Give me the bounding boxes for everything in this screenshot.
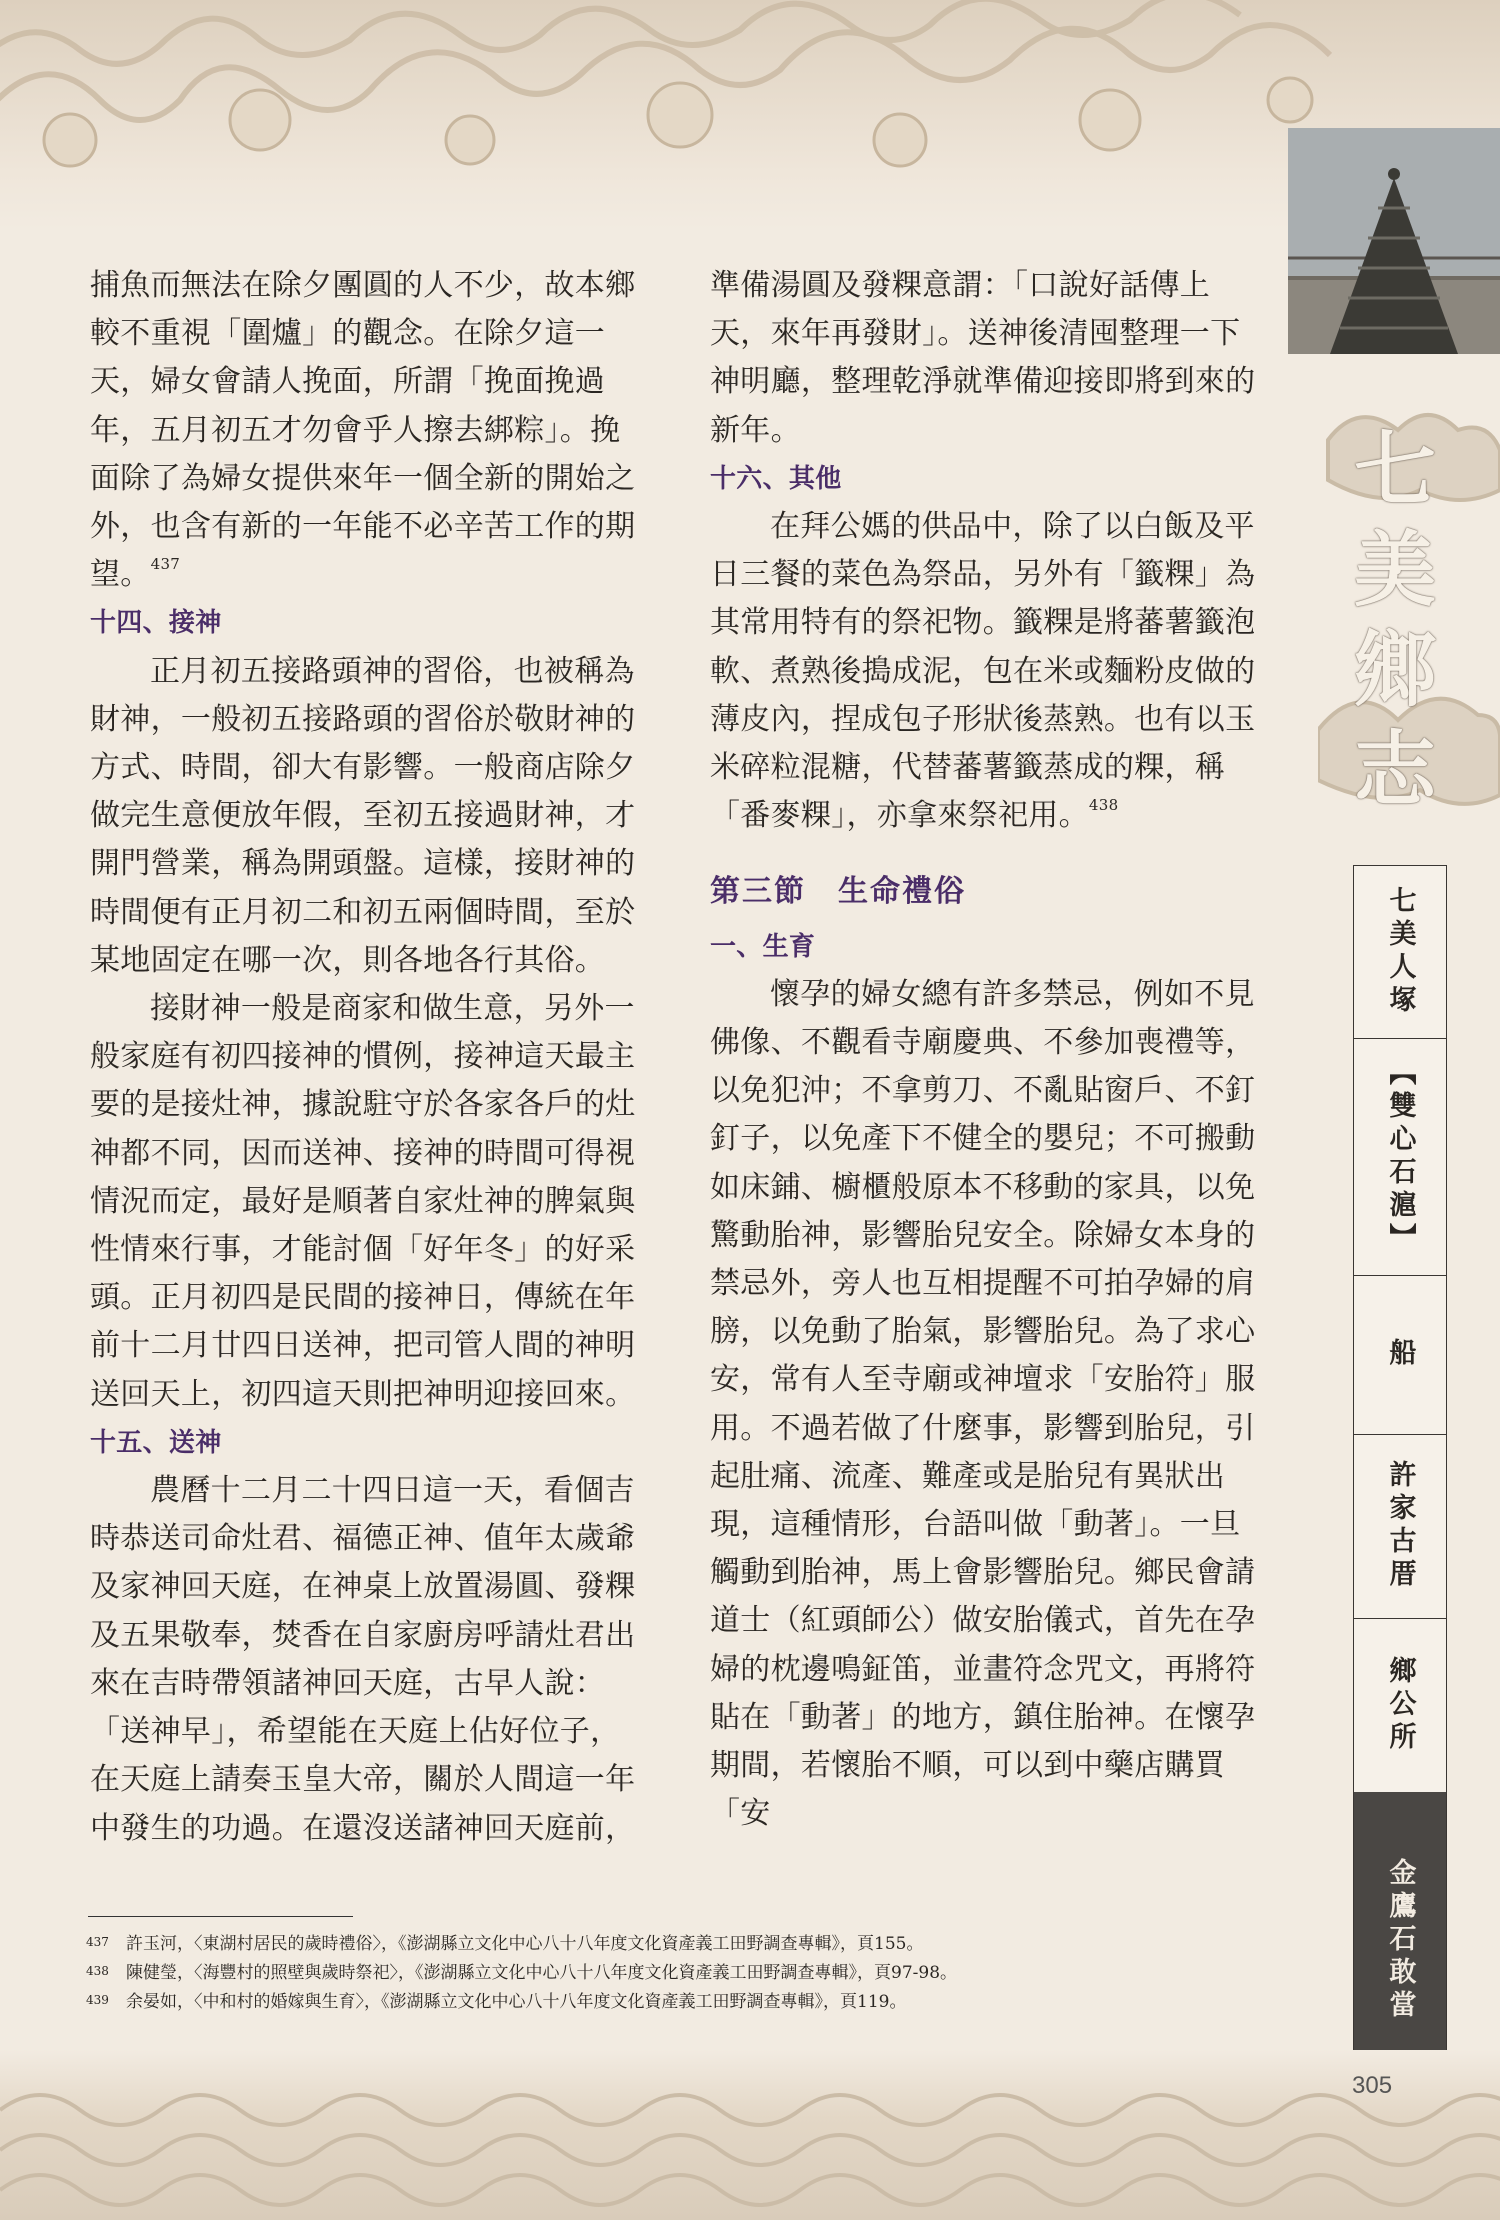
paragraph: 接財神一般是商家和做生意，另外一般家庭有初四接神的慣例，接神這天最主要的是接灶神，據說駐守於各家各戶的灶神都不同，因而送神、接神的時間可得視情況而定，最好是順著自家灶神的脾氣與性情來行事，才能討個「好年冬」的好采頭。正月初四是民間的接神日，傳統在年前十二月廿四日送神，把司管人間的神明送回天上，初四這天則把神明迎接回來。 — [90, 991, 636, 1412]
left-text-column — [90, 262, 645, 1853]
side-tab-golden-eagle-stone[interactable]: 金鷹石敢當 — [1354, 1792, 1446, 2089]
side-tab-hsu-house[interactable]: 許家古厝 — [1354, 1434, 1446, 1619]
footer-wave-decoration — [0, 2050, 1500, 2220]
stone-tower-image-icon — [1288, 128, 1500, 354]
wave-pattern-icon — [0, 2050, 1500, 2220]
footnote-ref[interactable]: 437 — [150, 555, 181, 574]
side-tab-boat[interactable]: 船 — [1354, 1275, 1446, 1435]
footnote-item: 437 許玉河，〈東湖村居民的歲時禮俗〉，《澎湖縣立文化中心八十八年度文化資產義工田野調查專輯》，頁155。 — [86, 1934, 924, 1954]
paragraph: 懷孕的婦女總有許多禁忌，例如不見佛像、不觀看寺廟慶典、不參加喪禮等，以免犯沖；不拿剪刀、不亂貼窗戶、不釘釘子，以免產下不健全的嬰兒；不可搬動如床鋪、櫥櫃般原本不移動的家具，以免驚動胎神，影響胎兒安全。除婦女本身的禁忌外，旁人也互相提醒不可拍孕婦的肩膀，以免動了胎氣，影響胎兒。為了求心安，常有人至寺廟或神壇求「安胎符」服用。不過若做了什麼事，影響到胎兒，引起肚痛、流產、難產或是胎兒有異狀出現，這種情形，台語叫做「動著」。一旦觸動到胎神，馬上會影響胎兒。鄉民會請道士（紅頭師公）做安胎儀式，首先在孕婦的枕邊鳴鉦笛，並畫符念咒文，再將符貼在「動著」的地方，鎮住胎神。在懷孕期間，若懷胎不順，可以到中藥店購買「安 — [710, 976, 1256, 1832]
footnotes — [86, 1930, 1306, 2017]
side-tab-qimei-tomb[interactable]: 七美人塚 — [1354, 866, 1446, 1039]
paragraph: 正月初五接路頭神的習俗，也被稱為財神，一般初五接路頭的習俗於敬財神的方式、時間，卻大有影響。一般商店除夕做完生意便放年假，至初五接過財神，才開門營業，稱為開頭盤。這樣，接財神的時間便有正月初二和初五兩個時間，至於某地固定在哪一次，則各地各行其俗。 — [90, 653, 636, 978]
paragraph: 捕魚而無法在除夕團圓的人不少，故本鄉較不重視「圍爐」的觀念。在除夕這一天，婦女會請人挽面，所謂「挽面挽過年，五月初五才勿會乎人擦去綁粽」。挽面除了為婦女提供來年一個全新的開始之外，也含有新的一年能不必辛苦工作的期望。$^{437}$ — [90, 268, 636, 593]
page-number: 305 — [1352, 2072, 1393, 2099]
footnote-item: 439 余晏如，〈中和村的婚嫁與生育〉，《澎湖縣立文化中心八十八年度文化資產義工田野調查專輯》，頁119。 — [86, 1992, 907, 2012]
section-heading: 十五、送神 — [90, 1427, 222, 1458]
paragraph: 農曆十二月二十四日這一天，看個吉時恭送司命灶君、福德正神、值年太歲爺及家神回天庭，在神桌上放置湯圓、發粿及五果敬奉，焚香在自家廚房呼請灶君出來在吉時帶領諸神回天庭，古早人說：「送神早」，希望能在天庭上佔好位子，在天庭上請奏玉皇大帝，關於人間這一年中發生的功過。在還沒送諸神回天庭前， — [90, 1473, 636, 1846]
paragraph: 在拜公媽的供品中，除了以白飯及平日三餐的菜色為祭品，另外有「籤粿」為其常用特有的祭祀物。籤粿是將蕃薯籤泡軟、煮熟後搗成泥，包在米或麵粉皮做的薄皮內，捏成包子形狀後蒸熟。也有以玉米碎粒混糖，代替蕃薯籤蒸成的粿，稱「番麥粿」，亦拿來祭祀用。$^{438}$ — [710, 509, 1256, 834]
footnote-item: 438 陳健瑩，〈海豐村的照壁與歲時祭祀〉，《澎湖縣立文化中心八十八年度文化資產義工田野調查專輯》，頁97-98。 — [86, 1963, 958, 1983]
stone-tower-photo — [1288, 128, 1500, 354]
side-navigation — [1353, 865, 1447, 2090]
cloud-pattern-icon — [0, 0, 1500, 230]
header-cloud-decoration — [0, 0, 1500, 230]
footnote-ref[interactable]: 438 — [1088, 796, 1119, 815]
paragraph: 準備湯圓及發粿意謂：「口說好話傳上天，來年再發財」。送神後清囤整理一下神明廳，整理乾淨就準備迎接即將到來的新年。 — [710, 268, 1256, 448]
section-heading: 十四、接神 — [90, 608, 222, 639]
side-tab-double-heart-weir[interactable]: 【雙心石滬】 — [1354, 1038, 1446, 1276]
section-heading: 十六、其他 — [710, 463, 842, 494]
chapter-heading: 第三節 生命禮俗 — [710, 874, 966, 910]
section-heading: 一、生育 — [710, 931, 816, 962]
right-text-column — [710, 262, 1265, 1839]
side-tab-township-office[interactable]: 鄉公所 — [1354, 1618, 1446, 1793]
book-title: 七 美 鄉 志 — [1353, 422, 1436, 818]
footnote-divider — [88, 1916, 353, 1917]
